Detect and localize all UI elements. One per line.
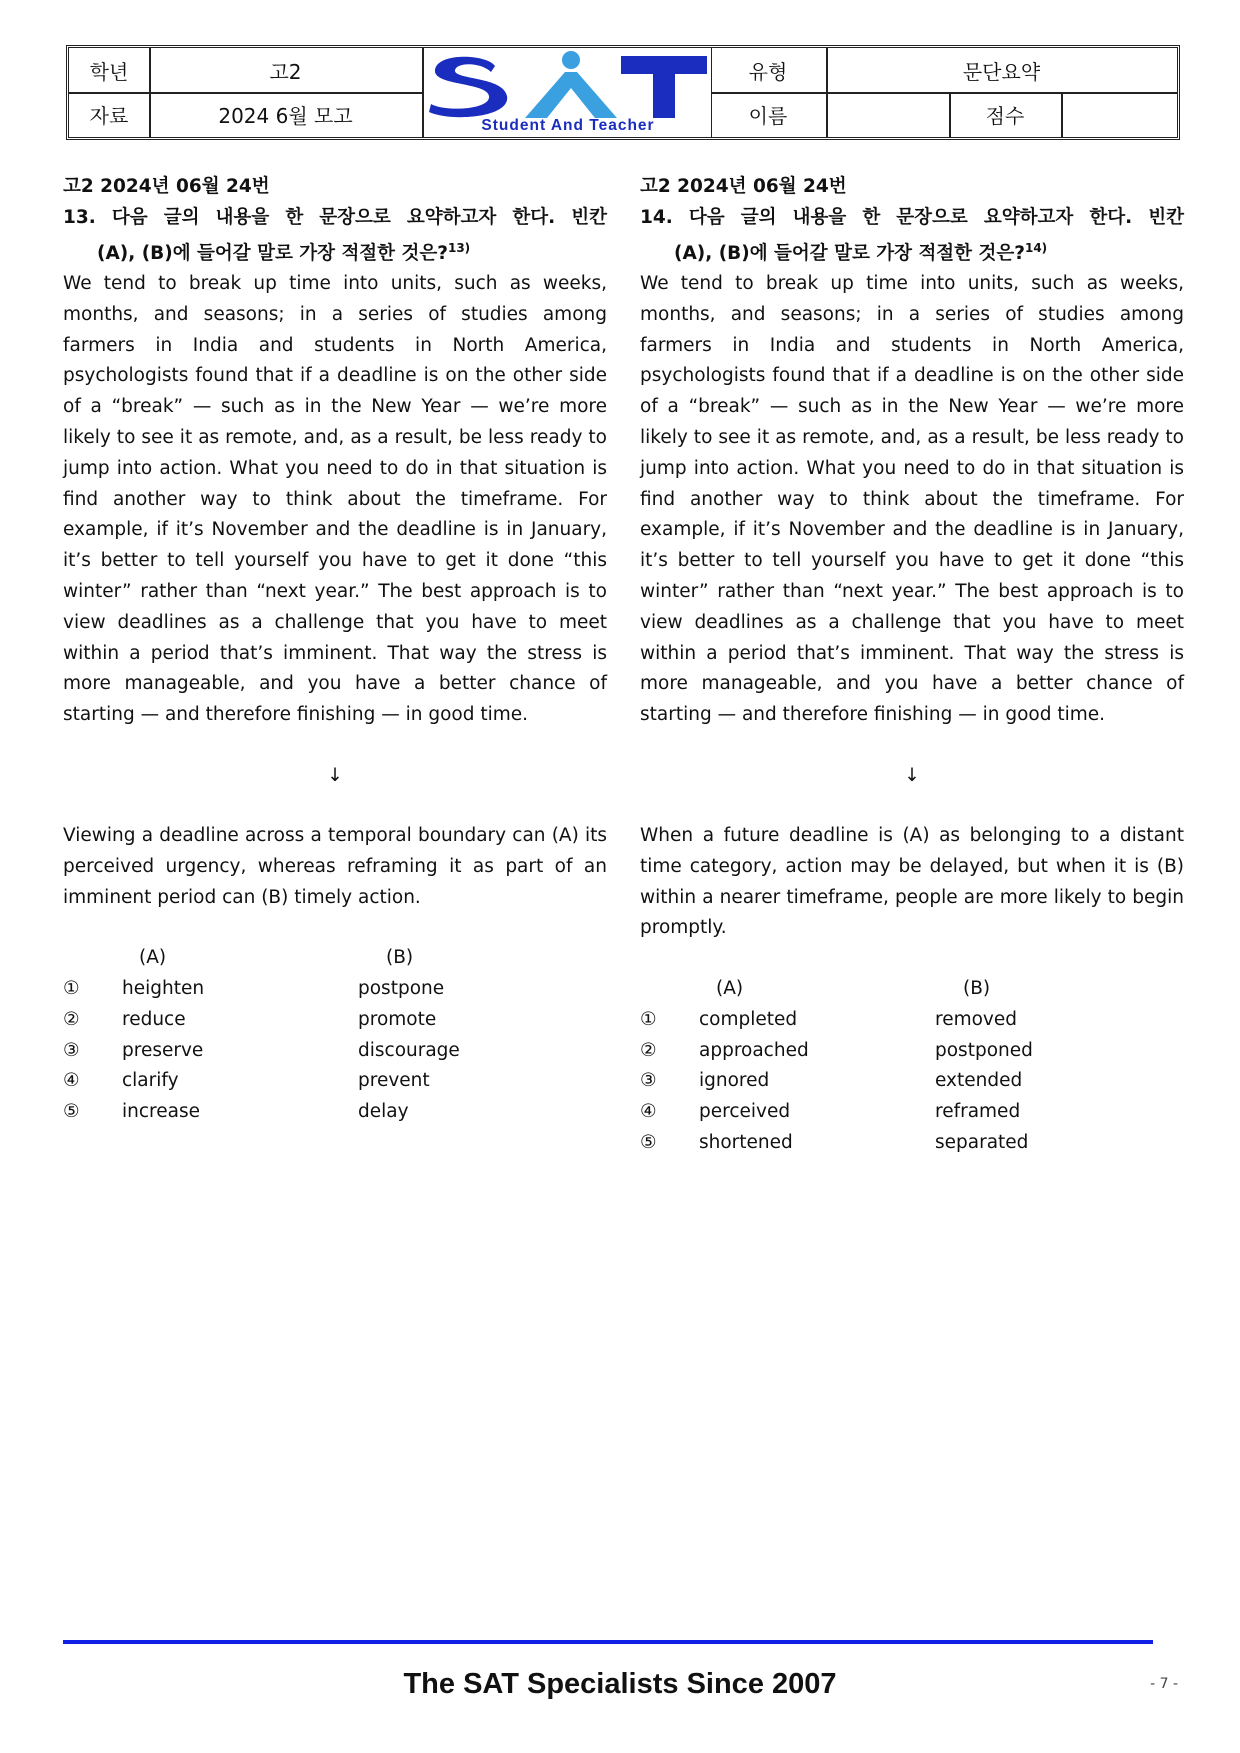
option-a: perceived	[699, 1101, 791, 1123]
question-title-text: (A), (B)에 들어갈 말로 가장 적절한 것은?	[97, 242, 448, 264]
option-a: heighten	[122, 978, 205, 1000]
grade-value: 고2	[269, 59, 302, 84]
name-field[interactable]	[826, 92, 949, 137]
option-b: promote	[358, 1008, 437, 1030]
column-b-header: (B)	[386, 947, 414, 969]
answer-option-1[interactable]	[640, 1005, 1184, 1036]
option-b: separated	[935, 1132, 1029, 1154]
question-14	[640, 172, 1184, 1159]
options-header	[640, 974, 1184, 1005]
option-number: ③	[640, 1070, 657, 1092]
passage-text: We tend to break up time into units, such as weeks, months, and seasons; in a series of studies among farmers in India and students in North America, psychologists found that if a deadline is on the other side of a “break” — such as in the New Year — we’re more likely to see it as remote, and, as a result, be less ready to jump into action. What you need to do in that situation is find another way to think about the timeframe. For example, if it’s November and the deadline is in January, it’s better to tell yourself you have to get it done “this winter” rather than “next year.” The best approach is to view deadlines as a challenge that you have to meet within a period that’s imminent. That way the stress is more manageable, and you have a better chance of starting — and therefore finishing — in good time.	[640, 272, 1184, 726]
name-label: 이름	[748, 104, 788, 128]
summary-sentence: Viewing a deadline across a temporal boundary can (A) its perceived urgency, whereas reframing it as part of an imminent period can (B) timely action.	[63, 824, 607, 908]
page-number: - 7 -	[1150, 1676, 1178, 1692]
header-table	[66, 45, 1180, 140]
options-header	[63, 943, 607, 974]
option-b: prevent	[358, 1070, 430, 1092]
option-b: reframed	[935, 1101, 1021, 1123]
column-a-header: (A)	[139, 947, 167, 969]
answer-option-3[interactable]	[640, 1066, 1184, 1097]
question-title-text: (A), (B)에 들어갈 말로 가장 적절한 것은?	[674, 242, 1025, 264]
option-number: ⑤	[63, 1101, 80, 1123]
question-source: 고2 2024년 06월 24번	[640, 176, 847, 197]
option-number: ③	[63, 1039, 80, 1061]
option-a: ignored	[699, 1070, 770, 1092]
question-title-line2	[640, 233, 1184, 269]
option-b: postponed	[935, 1039, 1033, 1061]
option-b: discourage	[358, 1039, 460, 1061]
option-number: ①	[63, 978, 80, 1000]
summary-sentence: When a future deadline is (A) as belonging to a distant time category, action may be delayed, but when it is (B) within a nearer timeframe, people are more likely to begin promptly.	[640, 824, 1184, 939]
option-a: completed	[699, 1008, 798, 1030]
answer-option-4[interactable]	[640, 1097, 1184, 1128]
footer-slogan: The SAT Specialists Since 2007	[403, 1668, 837, 1700]
option-b: delay	[358, 1101, 409, 1123]
option-number: ②	[63, 1008, 80, 1030]
option-a: reduce	[122, 1008, 186, 1030]
score-field[interactable]	[1061, 92, 1177, 137]
down-arrow-icon: ↓	[904, 764, 920, 786]
answer-option-1[interactable]	[63, 974, 607, 1005]
column-a-header: (A)	[716, 978, 744, 1000]
column-b-header: (B)	[963, 978, 991, 1000]
answer-option-2[interactable]	[640, 1036, 1184, 1067]
sat-logo	[425, 48, 711, 137]
option-a: preserve	[122, 1039, 204, 1061]
logo-subtitle: Student And Teacher	[481, 117, 655, 134]
answer-option-5[interactable]	[640, 1128, 1184, 1159]
footer-divider	[63, 1640, 1153, 1644]
sat-logo-graphic	[425, 48, 711, 120]
question-title-line2	[63, 233, 607, 269]
question-title-line1: 14. 다음 글의 내용을 한 문장으로 요약하고자 한다. 빈칸	[640, 206, 1184, 228]
answer-option-5[interactable]	[63, 1097, 607, 1128]
answer-option-2[interactable]	[63, 1005, 607, 1036]
type-label: 유형	[748, 59, 788, 84]
footnote-ref: 14)	[1024, 240, 1048, 255]
question-title-line1: 13. 다음 글의 내용을 한 문장으로 요약하고자 한다. 빈칸	[63, 206, 607, 228]
type-value: 문단요약	[962, 59, 1041, 84]
grade-label: 학년	[89, 59, 129, 84]
question-13	[63, 172, 607, 1128]
score-label: 점수	[985, 104, 1025, 128]
option-a: approached	[699, 1039, 809, 1061]
option-a: shortened	[699, 1132, 793, 1154]
option-b: extended	[935, 1070, 1023, 1092]
option-b: removed	[935, 1008, 1017, 1030]
option-number: ⑤	[640, 1132, 657, 1154]
passage-text: We tend to break up time into units, such as weeks, months, and seasons; in a series of studies among farmers in India and students in North America, psychologists found that if a deadline is on the other side of a “break” — such as in the New Year — we’re more likely to see it as remote, and, as a result, be less ready to jump into action. What you need to do in that situation is find another way to think about the timeframe. For example, if it’s November and the deadline is in January, it’s better to tell yourself you have to get it done “this winter” rather than “next year.” The best approach is to view deadlines as a challenge that you have to meet within a period that’s imminent. That way the stress is more manageable, and you have a better chance of starting — and therefore finishing — in good time.	[63, 272, 607, 726]
option-a: clarify	[122, 1070, 179, 1092]
answer-option-3[interactable]	[63, 1036, 607, 1067]
footnote-ref: 13)	[447, 240, 471, 255]
down-arrow-icon: ↓	[327, 764, 343, 786]
question-source: 고2 2024년 06월 24번	[63, 176, 270, 197]
option-a: increase	[122, 1101, 200, 1123]
source-label: 자료	[89, 104, 129, 128]
option-number: ④	[640, 1101, 657, 1123]
answer-option-4[interactable]	[63, 1066, 607, 1097]
option-number: ④	[63, 1070, 80, 1092]
option-number: ②	[640, 1039, 657, 1061]
option-b: postpone	[358, 978, 445, 1000]
option-number: ①	[640, 1008, 657, 1030]
source-value: 2024 6월 모고	[218, 104, 353, 128]
